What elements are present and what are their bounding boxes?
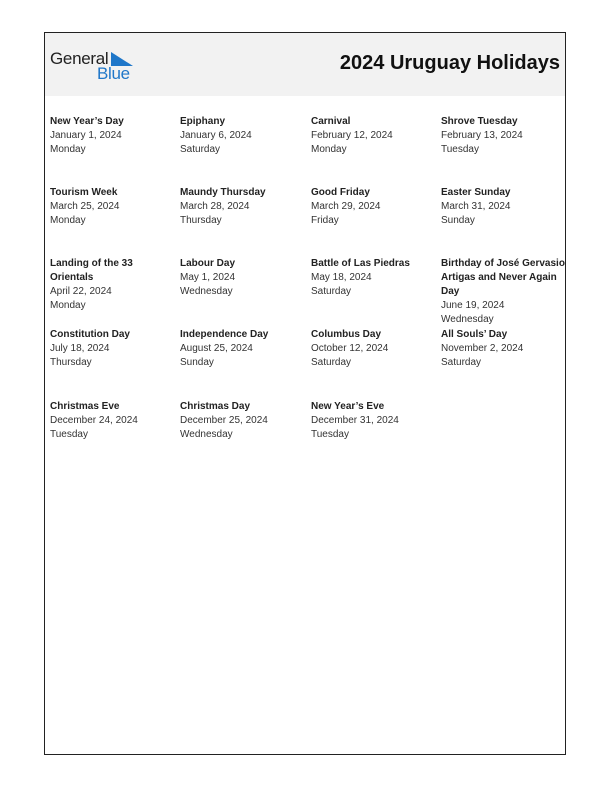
holiday-weekday: Thursday xyxy=(180,215,222,226)
holiday-weekday: Tuesday xyxy=(50,429,88,440)
holiday-entry xyxy=(180,186,305,228)
holiday-weekday: Wednesday xyxy=(180,286,233,297)
holiday-entry xyxy=(180,400,305,442)
holiday-weekday: Friday xyxy=(311,215,339,226)
holiday-date: March 25, 2024 xyxy=(50,201,120,212)
holiday-weekday: Tuesday xyxy=(441,144,479,155)
holiday-entry xyxy=(441,186,566,228)
holiday-date: May 1, 2024 xyxy=(180,272,236,283)
holiday-name: Maundy Thursday xyxy=(180,187,266,198)
holiday-name: Easter Sunday xyxy=(441,187,511,198)
holiday-weekday: Sunday xyxy=(180,357,214,368)
holiday-name: Birthday of José Gervasio Artigas and Never Again Day xyxy=(441,258,565,297)
holiday-entry xyxy=(50,186,175,228)
holiday-weekday: Saturday xyxy=(180,144,221,155)
logo-text-blue: Blue xyxy=(97,64,130,83)
holiday-entry xyxy=(441,257,566,327)
holiday-entry xyxy=(311,186,436,228)
holiday-entry xyxy=(180,115,305,157)
holiday-entry xyxy=(311,328,436,370)
holiday-name: All Souls’ Day xyxy=(441,329,508,340)
holiday-date: February 12, 2024 xyxy=(311,130,393,141)
holiday-entry xyxy=(180,328,305,370)
holiday-date: December 25, 2024 xyxy=(180,415,268,426)
logo-text-general: General xyxy=(50,49,109,68)
holiday-date: May 18, 2024 xyxy=(311,272,372,283)
holiday-entry xyxy=(50,115,175,157)
page-header xyxy=(45,33,565,96)
holiday-entry xyxy=(441,115,566,157)
holiday-date: February 13, 2024 xyxy=(441,130,523,141)
holiday-name: Carnival xyxy=(311,116,351,127)
holiday-name: Christmas Day xyxy=(180,401,251,412)
holiday-weekday: Monday xyxy=(50,300,86,311)
holiday-weekday: Wednesday xyxy=(441,314,494,325)
holiday-weekday: Sunday xyxy=(441,215,475,226)
holiday-name: Columbus Day xyxy=(311,329,382,340)
holiday-entry xyxy=(180,257,305,299)
holiday-entry xyxy=(50,257,150,313)
holiday-date: March 29, 2024 xyxy=(311,201,381,212)
holiday-weekday: Wednesday xyxy=(180,429,233,440)
brand-logo xyxy=(50,49,140,83)
holiday-date: January 6, 2024 xyxy=(180,130,252,141)
holiday-date: March 31, 2024 xyxy=(441,201,511,212)
holiday-date: June 19, 2024 xyxy=(441,300,505,311)
holiday-name: Shrove Tuesday xyxy=(441,116,518,127)
holiday-date: August 25, 2024 xyxy=(180,343,253,354)
holiday-entry xyxy=(50,400,175,442)
holiday-name: Battle of Las Piedras xyxy=(311,258,410,269)
holiday-entry xyxy=(441,328,566,370)
holiday-name: Good Friday xyxy=(311,187,370,198)
holiday-weekday: Thursday xyxy=(50,357,92,368)
calendar-page xyxy=(44,32,566,755)
holiday-date: December 24, 2024 xyxy=(50,415,138,426)
holiday-weekday: Saturday xyxy=(311,286,352,297)
holiday-date: December 31, 2024 xyxy=(311,415,399,426)
holiday-date: January 1, 2024 xyxy=(50,130,122,141)
holiday-name: Landing of the 33 Orientals xyxy=(50,258,133,283)
holiday-name: Christmas Eve xyxy=(50,401,120,412)
holiday-name: Labour Day xyxy=(180,258,236,269)
holiday-date: October 12, 2024 xyxy=(311,343,389,354)
holiday-entry xyxy=(311,257,436,299)
holiday-entry xyxy=(50,328,175,370)
holiday-name: Tourism Week xyxy=(50,187,118,198)
page-title: 2024 Uruguay Holidays xyxy=(339,52,560,74)
holiday-weekday: Saturday xyxy=(311,357,352,368)
holiday-date: March 28, 2024 xyxy=(180,201,250,212)
holiday-name: New Year’s Day xyxy=(50,116,124,127)
holiday-entry xyxy=(311,400,436,442)
holiday-weekday: Monday xyxy=(50,144,86,155)
holiday-date: April 22, 2024 xyxy=(50,286,112,297)
holiday-weekday: Saturday xyxy=(441,357,482,368)
holiday-name: Independence Day xyxy=(180,329,269,340)
holiday-date: November 2, 2024 xyxy=(441,343,524,354)
holiday-weekday: Tuesday xyxy=(311,429,349,440)
holiday-weekday: Monday xyxy=(50,215,86,226)
holiday-weekday: Monday xyxy=(311,144,347,155)
holiday-date: July 18, 2024 xyxy=(50,343,110,354)
holiday-name: Epiphany xyxy=(180,116,226,127)
holiday-name: New Year’s Eve xyxy=(311,401,385,412)
holiday-name: Constitution Day xyxy=(50,329,130,340)
holiday-entry xyxy=(311,115,436,157)
